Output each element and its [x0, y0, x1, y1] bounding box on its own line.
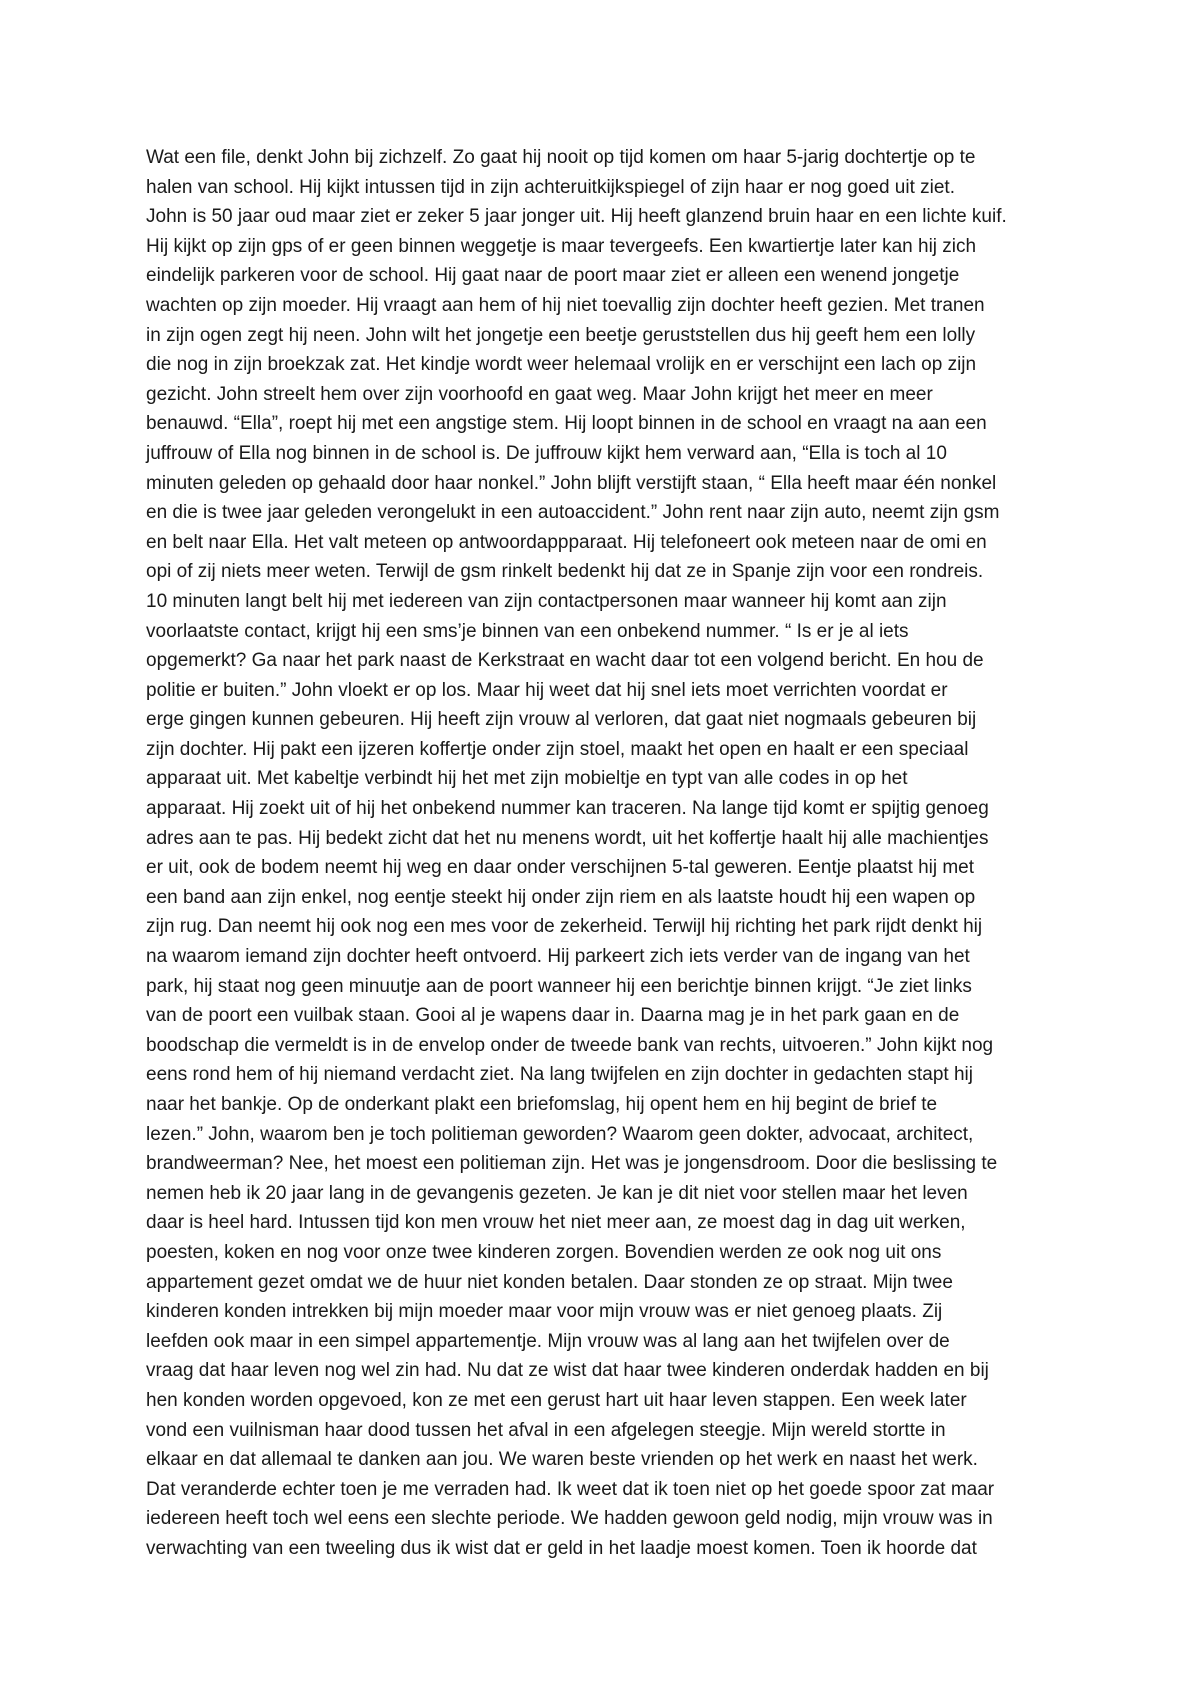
text-line: brandweerman? Nee, het moest een politieman zijn. Het was je jongensdroom. Door die beslissing te: [146, 1153, 998, 1175]
text-line: hen konden worden opgevoed, kon ze met een gerust hart uit haar leven stappen. Een week later: [146, 1389, 967, 1411]
text-line: opgemerkt? Ga naar het park naast de Kerkstraat en wacht daar tot een volgend bericht. En hou de: [146, 650, 984, 672]
text-line: elkaar en dat allemaal te danken aan jou. We waren beste vrienden op het werk en naast het werk.: [146, 1449, 978, 1471]
text-line: apparaat uit. Met kabeltje verbindt hij het met zijn mobieltje en typt van alle codes in op het: [146, 768, 908, 790]
text-line: nemen heb ik 20 jaar lang in de gevangenis gezeten. Je kan je dit niet voor stellen maar het leven: [146, 1182, 968, 1204]
text-line: wachten op zijn moeder. Hij vraagt aan hem of hij niet toevallig zijn dochter heeft gezien. Met tranen: [146, 294, 985, 316]
text-line: vraag dat haar leven nog wel zin had. Nu dat ze wist dat haar twee kinderen onderdak hadden en bij: [146, 1360, 989, 1382]
text-line: naar het bankje. Op de onderkant plakt een briefomslag, hij opent hem en hij begint de brief te: [146, 1094, 938, 1115]
text-line: John is 50 jaar oud maar ziet er zeker 5 jaar jonger uit. Hij heeft glanzend bruin haar en een lichte kuif.: [146, 206, 1007, 228]
body-text: [146, 143, 1086, 1564]
text-line: erge gingen kunnen gebeuren. Hij heeft zijn vrouw al verloren, dat gaat niet nogmaals gebeuren bij: [146, 709, 977, 731]
text-line: benauwd. “Ella”, roept hij met een angstige stem. Hij loopt binnen in de school en vraagt na aan een: [146, 413, 987, 435]
text-line: Dat veranderde echter toen je me verraden had. Ik weet dat ik toen niet op het goede spoor zat maar: [146, 1478, 995, 1500]
text-line: van de poort een vuilbak staan. Gooi al je wapens daar in. Daarna mag je in het park gaan en de: [146, 1005, 960, 1027]
text-line: minuten geleden op gehaald door haar nonkel.” John blijft verstijft staan, “ Ella heeft maar één nonkel: [146, 472, 997, 494]
text-line: na waarom iemand zijn dochter heeft ontvoerd. Hij parkeert zich iets verder van de ingang van het: [146, 946, 970, 968]
text-line: een band aan zijn enkel, nog eentje steekt hij onder zijn riem en als laatste houdt hij een wapen op: [146, 886, 976, 908]
text-line: juffrouw of Ella nog binnen in de school is. De juffrouw kijkt hem verward aan, “Ella is toch al 10: [146, 442, 947, 464]
text-line: in zijn ogen zegt hij neen. John wilt het jongetje een beetje geruststellen dus hij geeft hem een lolly: [146, 324, 976, 346]
text-line: poesten, koken en nog voor onze twee kinderen zorgen. Bovendien werden ze ook nog uit ons: [146, 1241, 942, 1263]
text-line: en belt naar Ella. Het valt meteen op antwoordappparaat. Hij telefoneert ook meteen naar de omi en: [146, 531, 987, 553]
text-line: er uit, ook de bodem neemt hij weg en daar onder verschijnen 5-tal geweren. Eentje plaatst hij met: [146, 857, 975, 879]
text-line: lezen.” John, waarom ben je toch politieman geworden? Waarom geen dokter, advocaat, architect,: [146, 1123, 974, 1145]
text-line: leefden ook maar in een simpel appartementje. Mijn vrouw was al lang aan het twijfelen over de: [146, 1330, 950, 1352]
text-line: Hij kijkt op zijn gps of er geen binnen weggetje is maar tevergeefs. Een kwartiertje later kan hij zich: [146, 235, 977, 257]
text-line: zijn rug. Dan neemt hij ook nog een mes voor de zekerheid. Terwijl hij richting het park rijdt denkt hij: [146, 916, 983, 938]
text-line: adres aan te pas. Hij bedekt zicht dat het nu menens wordt, uit het koffertje haalt hij alle machientjes: [146, 827, 989, 849]
text-line: Wat een file, denkt John bij zichzelf. Zo gaat hij nooit op tijd komen om haar 5-jarig dochtertje op te: [146, 147, 976, 168]
text-line: boodschap die vermeldt is in de envelop onder de tweede bank van rechts, uitvoeren.” John kijkt nog: [146, 1034, 994, 1056]
text-line: halen van school. Hij kijkt intussen tijd in zijn achteruitkijkspiegel of zijn haar er nog goed uit ziet.: [146, 176, 955, 198]
text-line: voorlaatste contact, krijgt hij een sms’je binnen van een onbekend nummer. “ Is er je al iets: [146, 620, 909, 642]
text-line: eens rond hem of hij niemand verdacht ziet. Na lang twijfelen en zijn dochter in gedachten stapt hij: [146, 1064, 973, 1086]
text-line: verwachting van een tweeling dus ik wist dat er geld in het laadje moest komen. Toen ik hoorde dat: [146, 1537, 977, 1559]
text-line: vond een vuilnisman haar dood tussen het afval in een afgelegen steegje. Mijn wereld stortte in: [146, 1419, 946, 1441]
text-line: opi of zij niets meer weten. Terwijl de gsm rinkelt bedenkt hij dat ze in Spanje zijn voor een rondreis.: [146, 561, 984, 583]
text-line: kinderen konden intrekken bij mijn moeder maar voor mijn vrouw was er niet genoeg plaats. Zij: [146, 1301, 943, 1323]
text-line: park, hij staat nog geen minuutje aan de poort wanneer hij een berichtje binnen krijgt. “Je ziet links: [146, 975, 972, 997]
text-line: die nog in zijn broekzak zat. Het kindje wordt weer helemaal vrolijk en er verschijnt een lach op zijn: [146, 354, 977, 376]
text-line: eindelijk parkeren voor de school. Hij gaat naar de poort maar ziet er alleen een wenend jongetje: [146, 265, 960, 287]
text-line: en die is twee jaar geleden verongelukt in een autoaccident.” John rent naar zijn auto, neemt zijn gsm: [146, 502, 1000, 524]
text-line: politie er buiten.” John vloekt er op los. Maar hij weet dat hij snel iets moet verrichten voordat er: [146, 679, 948, 701]
text-line: appartement gezet omdat we de huur niet konden betalen. Daar stonden ze op straat. Mijn twee: [146, 1271, 953, 1293]
text-line: 10 minuten langt belt hij met iedereen van zijn contactpersonen maar wanneer hij komt aan zijn: [146, 590, 947, 612]
text-line: apparaat. Hij zoekt uit of hij het onbekend nummer kan traceren. Na lange tijd komt er spijtig genoeg: [146, 798, 989, 820]
text-line: zijn dochter. Hij pakt een ijzeren koffertje onder zijn stoel, maakt het open en haalt er een speciaal: [146, 738, 969, 760]
text-line: iedereen heeft toch wel eens een slechte periode. We hadden gewoon geld nodig, mijn vrouw was in: [146, 1508, 993, 1530]
text-line: gezicht. John streelt hem over zijn voorhoofd en gaat weg. Maar John krijgt het meer en meer: [146, 383, 933, 405]
text-line: daar is heel hard. Intussen tijd kon men vrouw het niet meer aan, ze moest dag in dag uit werken,: [146, 1212, 966, 1234]
